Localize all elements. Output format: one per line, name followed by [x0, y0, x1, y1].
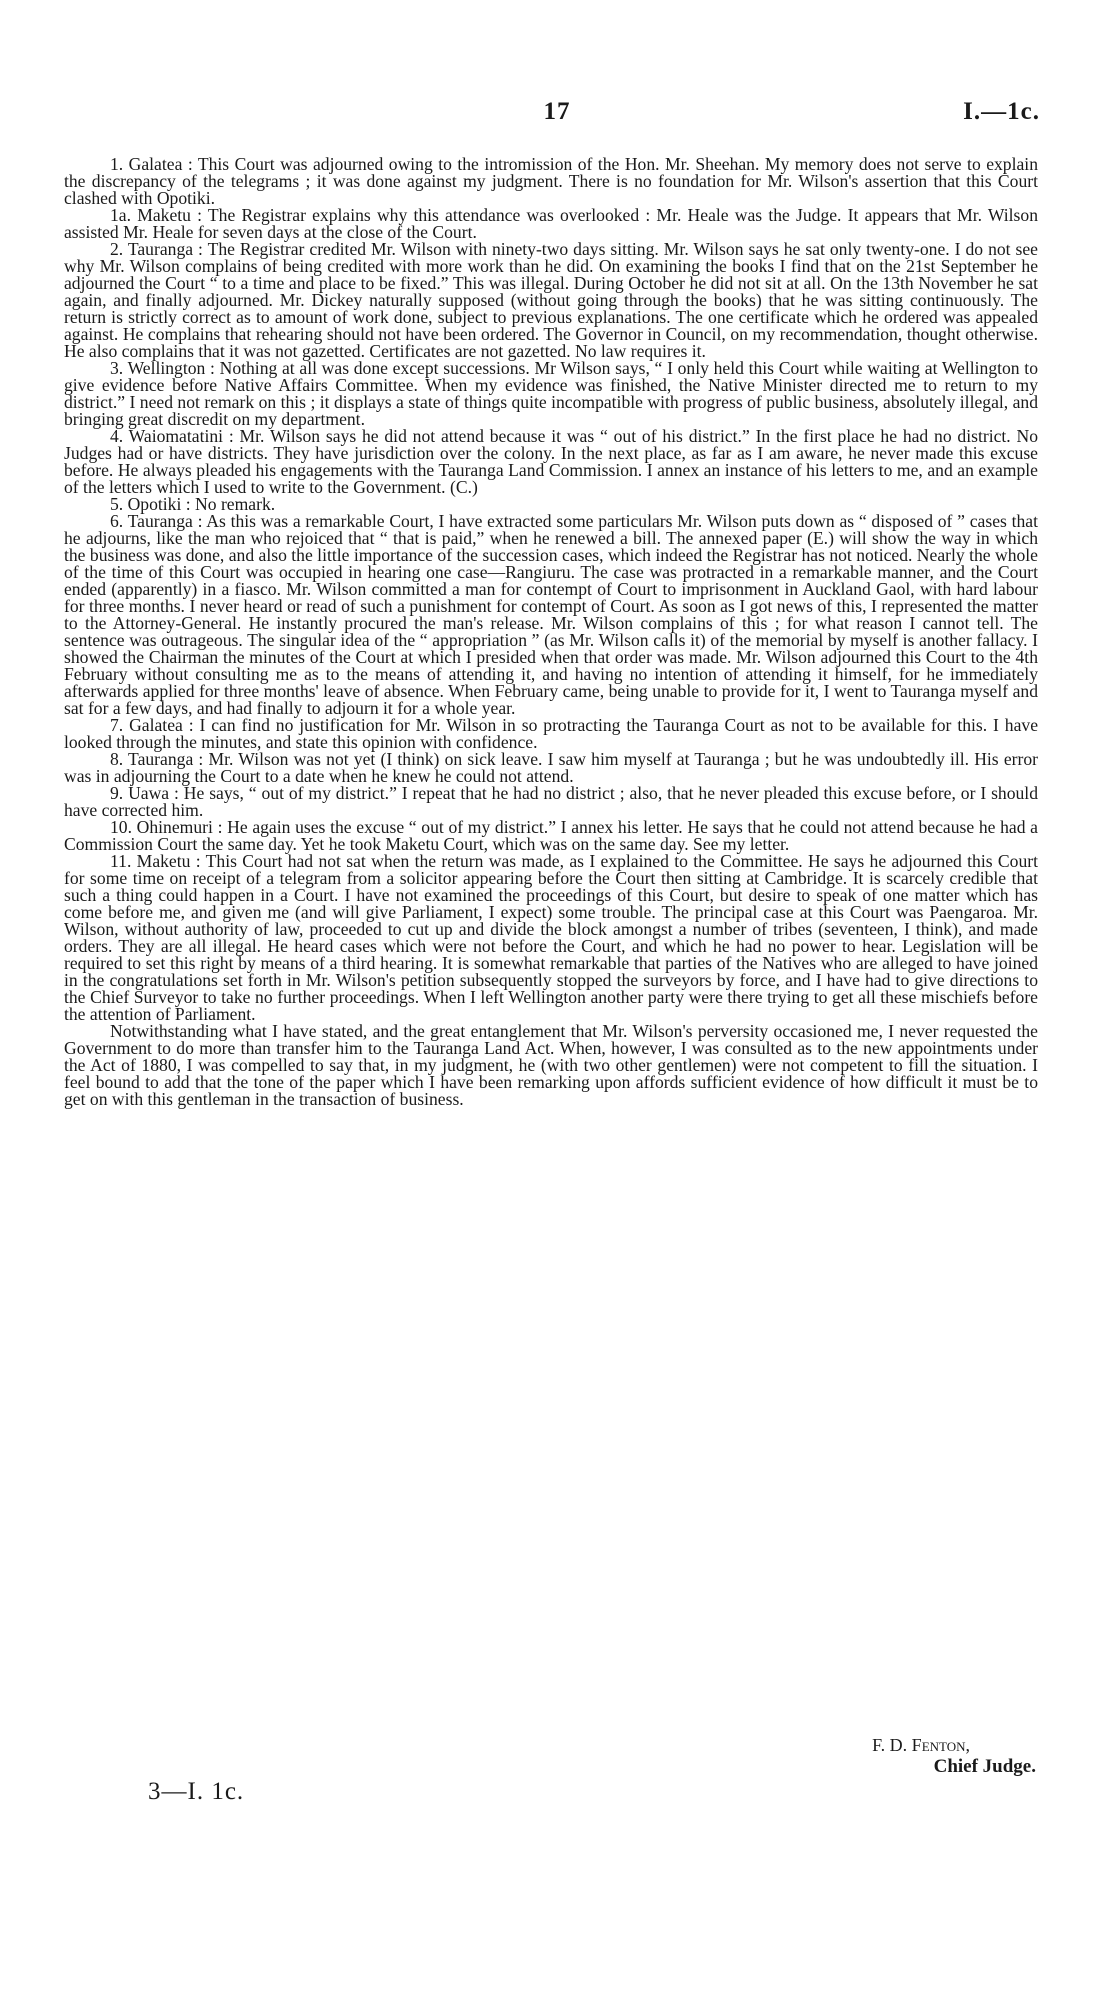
page-number: 17	[543, 98, 571, 125]
document-reference: I.—1c.	[963, 98, 1040, 125]
paragraph-7-galatea: 7. Galatea : I can find no justification for Mr. Wilson in so protracting the Tauranga Court as not to be available for this. I have looked through the minutes, and state this opinion with confidence.	[64, 715, 1038, 752]
paragraph-6-tauranga: 6. Tauranga : As this was a remarkable Court, I have extracted some particulars Mr. Wilson puts down as “ disposed of ” cases that he adjourns, like the man who rejoiced that “ that is paid,” when he renewed a bill. The annexed paper (E.) will show the way in which the business was done, and also the little importance of the succession cases, which indeed the Registrar has not noticed. Nearly the whole of the time of this Court was occupied in hearing one case—Rangiuru. The case was protracted in a remarkable manner, and the Court ended (apparently) in a fiasco. Mr. Wilson committed a man for contempt of Court to imprisonment in Auckland Gaol, with hard labour for three months. I never heard or read of such a punishment for contempt of Court. As soon as I got news of this, I represented the matter to the Attorney-General. He instantly procured the man's release. Mr. Wilson complains of this ; for what reason I cannot tell. The sentence was outrageous. The singular idea of the “ appropriation ” (as Mr. Wilson calls it) of the memorial by myself is another fallacy. I showed the Chairman the minutes of the Court at which I presided when that order was made. Mr. Wilson adjourned this Court to the 4th February without consulting me as to the means of attending it, and having no intention of attending it himself, for he immediately afterwards applied for three months' leave of absence. When February came, being unable to provide for it, I went to Tauranga myself and sat for a few days, and had finally to adjourn it for a whole year.	[64, 511, 1038, 718]
paragraph-10-ohinemuri: 10. Ohinemuri : He again uses the excuse “ out of my district.” I annex his letter. He says that he could not attend because he had a Commission Court the same day. Yet he took Maketu Court, which was on the same day. See my letter.	[64, 817, 1038, 854]
paragraph-8-tauranga: 8. Tauranga : Mr. Wilson was not yet (I think) on sick leave. I saw him myself at Tauranga ; but he was undoubtedly ill. His error was in adjourning the Court to a date when he knew he could not attend.	[64, 749, 1038, 786]
paragraph-3-wellington: 3. Wellington : Nothing at all was done except successions. Mr Wilson says, “ I only held this Court while waiting at Wellington to give evidence before Native Affairs Committee. When my evidence was finished, the Native Minister directed me to return to my district.” I need not remark on this ; it displays a state of things quite incompatible with progress of public business, absolutely illegal, and bringing great discredit on my department.	[64, 358, 1038, 429]
paragraph-4-waiomatatini: 4. Waiomatatini : Mr. Wilson says he did not attend because it was “ out of his district.” In the first place he had no district. No Judges had or have districts. They have jurisdiction over the colony. In the next place, as far as I am aware, he never made this excuse before. He always pleaded his engagements with the Tauranga Land Commission. I annex an instance of his letters to me, and an example of the letters which I used to write to the Government. (C.)	[64, 426, 1038, 497]
paragraph-1-galatea: 1. Galatea : This Court was adjourned owing to the intromission of the Hon. Mr. Sheehan. My memory does not serve to explain the discrepancy of the telegrams ; it was done against my judgment. There is no foundation for Mr. Wilson's assertion that this Court clashed with Opotiki.	[64, 154, 1038, 208]
paragraph-conclusion: Notwithstanding what I have stated, and the great entanglement that Mr. Wilson's perversity occasioned me, I never requested the Government to do more than transfer him to the Tauranga Land Act. When, however, I was consulted as to the new appointments under the Act of 1880, I was compelled to say that, in my judgment, he (with two other gentlemen) were not competent to fill the situation. I feel bound to add that the tone of the paper which I have been remarking upon affords sufficient evidence of how difficult it must be to get on with this gentleman in the transaction of business.	[64, 1021, 1038, 1109]
body-text	[64, 156, 1038, 1108]
signature-block	[736, 1735, 1036, 1777]
signature-name: F. D. Fenton,	[872, 1735, 970, 1755]
footer-mark: 3—I. 1c.	[148, 1778, 245, 1805]
paragraph-5-opotiki: 5. Opotiki : No remark.	[110, 494, 276, 514]
paragraph-9-uawa: 9. Uawa : He says, “ out of my district.” I repeat that he had no district ; also, that he never pleaded this excuse before, or I should have corrected him.	[64, 783, 1038, 820]
paragraph-1a-maketu: 1a. Maketu : The Registrar explains why this attendance was overlooked : Mr. Heale was the Judge. It appears that Mr. Wilson assisted Mr. Heale for seven days at the close of the Court.	[64, 205, 1038, 242]
paragraph-11-maketu: 11. Maketu : This Court had not sat when the return was made, as I explained to the Committee. He says he adjourned this Court for some time on receipt of a telegram from a solicitor appearing before the Court then sitting at Cambridge. It is scarcely credible that such a thing could happen in a Court. I have not examined the proceedings of this Court, but desire to speak of one matter which has come before me, and given me (and will give Parliament, I expect) some trouble. The principal case at this Court was Paengaroa. Mr. Wilson, without authority of law, proceeded to cut up and divide the block amongst a number of tribes (seventeen, I think), and made orders. They are all illegal. He heard cases which were not before the Court, and which he had no power to hear. Legislation will be required to set this right by means of a third hearing. It is somewhat remarkable that parties of the Natives who are alleged to have joined in the congratulations set forth in Mr. Wilson's petition subsequently stopped the surveyors by force, and I have had to give directions to the Chief Surveyor to take no further proceedings. When I left Wellington another party were there trying to get all these mischiefs before the attention of Parliament.	[64, 851, 1038, 1024]
signature-title: Chief Judge.	[933, 1756, 1036, 1777]
paragraph-2-tauranga: 2. Tauranga : The Registrar credited Mr. Wilson with ninety-two days sitting. Mr. Wilson says he sat only twenty-one. I do not see why Mr. Wilson complains of being credited with more work than he did. On examining the books I find that on the 21st September he adjourned the Court “ to a time and place to be fixed.” This was illegal. During October he did not sit at all. On the 13th November he sat again, and finally adjourned. Mr. Dickey naturally supposed (without going through the books) that he was sitting continuously. The return is strictly correct as to amount of work done, subject to previous explanations. The one certificate which he ordered was appealed against. He complains that rehearing should not have been ordered. The Governor in Council, on my recommendation, thought otherwise. He also complains that it was not gazetted. Certificates are not gazetted. No law requires it.	[64, 239, 1038, 361]
